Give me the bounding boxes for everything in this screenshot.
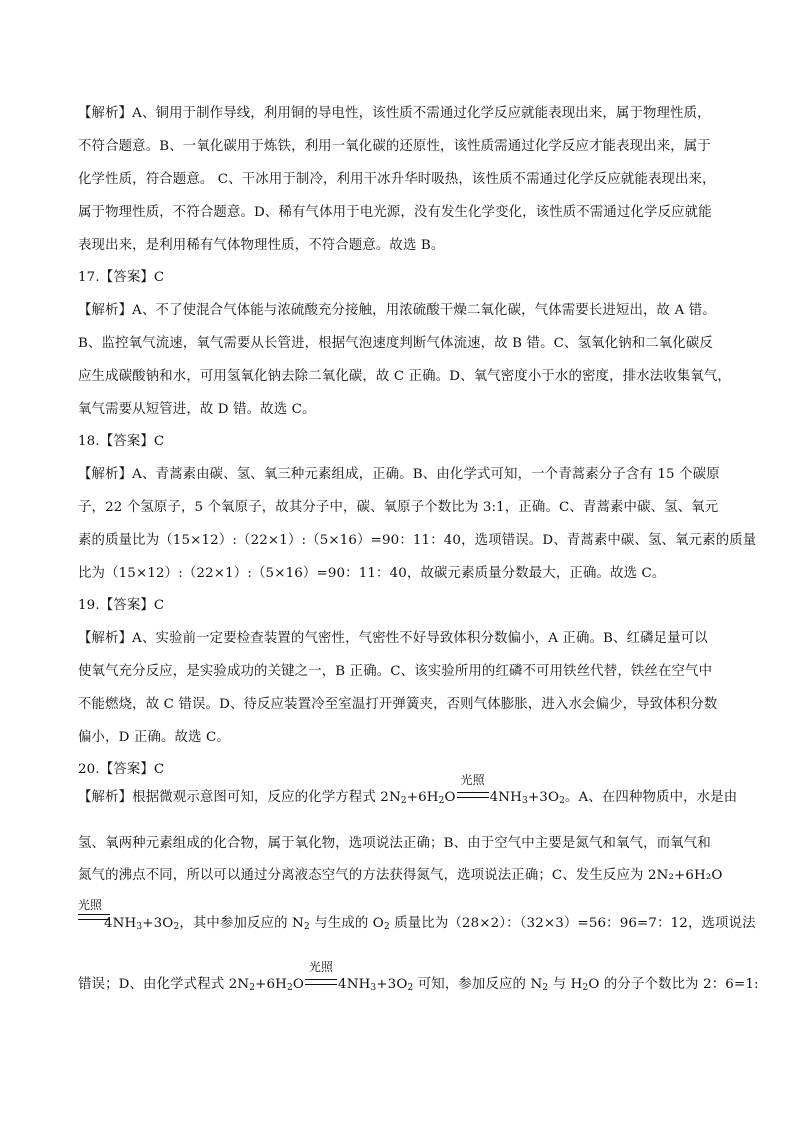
- text-span: 错误；D、由化学式程式 2N: [78, 977, 250, 992]
- text-line: 【解析】A、实验前一定要检查装置的气密性，气密性不好导致体积分数偏小，A 正确。B、红磷足量可以: [78, 631, 708, 646]
- text-line: 氮气的沸点不同，所以可以通过分离液态空气的方法获得氮气，选项说法正确；C、发生反应为 2N₂+6H₂O: [78, 868, 723, 883]
- reaction-condition: [304, 960, 338, 995]
- condition-label: 光照: [78, 898, 103, 912]
- text-line: 氧气需要从短管进，故 D 错。故选 C。: [78, 402, 316, 417]
- text-line: 偏小，D 正确。故选 C。: [78, 730, 230, 745]
- equals-bar: [305, 979, 337, 985]
- text-span: +3O: [527, 790, 560, 805]
- text-span: O 的分子个数比为 2：6=1:: [588, 977, 759, 992]
- text-span: 质量比为（28×2）：（32×3）=56：96=7：12，选项说法: [389, 916, 756, 931]
- text-line: 子，22 个氢原子，5 个氧原子，故其分子中，碳、氧原子个数比为 3:1，正确。C、青蒿素中碳、氢、氧元: [78, 500, 719, 515]
- subscript: 3: [522, 796, 528, 806]
- equation-line: [78, 773, 738, 808]
- subscript: 2: [287, 983, 293, 993]
- text-span: O: [444, 790, 456, 805]
- text-span: 【解析】根据微观示意图可知，反应的化学方程式 2N: [78, 790, 401, 805]
- text-line: B、监控氧气流速，氧气需要从长管进，根据气泡速度判断气体流速，故 B 错。C、氢氧化钠和二氧化碳反: [78, 336, 713, 351]
- subscript: 2: [407, 983, 414, 993]
- subscript: 2: [559, 796, 565, 806]
- subscript: 2: [400, 796, 407, 806]
- subscript: 2: [173, 922, 180, 932]
- text-span: 与 H: [548, 977, 583, 992]
- text-line: 表现出来，是利用稀有气体物理性质，不符合题意。故选 B。: [78, 238, 445, 253]
- subscript: 3: [136, 922, 143, 932]
- subscript: 2: [438, 796, 445, 806]
- subscript: 2: [303, 922, 310, 932]
- text-line: 氢、氧两种元素组成的化合物，属于氧化物，选项说法正确；B、由于空气中主要是氮气和氧气，而氧气和: [78, 836, 711, 851]
- text-span: 4NH: [104, 916, 137, 931]
- text-span: +6H: [406, 790, 439, 805]
- text-line: 比为（15×12）:（22×1）:（5×16）=90：11：40，故碳元素质量分数最大，正确。故选 C。: [78, 566, 666, 581]
- text-line: 素的质量比为（15×12）:（22×1）:（5×16）=90：11：40，选项错误。D、青蒿素中碳、氢、氧元素的质量: [78, 533, 757, 548]
- text-span: 可知，参加反应的 N: [413, 977, 543, 992]
- text-line: 【解析】A、不了使混合气体能与浓硫酸充分接触，用浓硫酸干燥二氧化碳，气体需要长进短出，故 A 错。: [78, 303, 716, 318]
- subscript: 2: [383, 922, 390, 932]
- text-line: 应生成碳酸钠和水，可用氢氧化钠去除二氧化碳，故 C 正确。D、氧气密度小于水的密度，排水法收集氧气，: [78, 369, 731, 384]
- condition-label: 光照: [460, 773, 485, 787]
- reaction-condition: [456, 773, 490, 808]
- equation-line: [78, 960, 759, 995]
- text-line: 【解析】A、青蒿素由碳、氢、氧三种元素组成，正确。B、由化学式可知，一个青蒿素分子含有 15 个碳原: [78, 467, 720, 482]
- answer-17: 17.【答案】C: [78, 270, 165, 285]
- subscript: 2: [582, 983, 589, 993]
- equation-line: [104, 914, 756, 934]
- text-span: +6H: [255, 977, 287, 992]
- text-span: ，其中参加反应的 N: [179, 916, 304, 931]
- answer-19: 19.【答案】C: [78, 598, 165, 613]
- answer-18: 18.【答案】C: [78, 434, 165, 449]
- text-span: +3O: [142, 916, 174, 931]
- text-line: 属于物理性质，不符合题意。D、稀有气体用于电光源，没有发生化学变化，该性质不需通过化学反应就能: [78, 205, 712, 220]
- text-span: 4NH: [489, 790, 523, 805]
- text-span: 与生成的 O: [309, 916, 384, 931]
- equals-bar: [457, 792, 489, 798]
- subscript: 3: [370, 983, 377, 993]
- text-line: 化学性质，符合题意。 C、干冰用于制冷，利用干冰升华时吸热，该性质不需通过化学反应就能表现出来，: [78, 172, 716, 187]
- subscript: 2: [249, 983, 256, 993]
- text-line: 【解析】A、铜用于制作导线，利用铜的导电性，该性质不需通过化学反应就能表现出来，属于物理性质，: [78, 106, 711, 121]
- text-line: 使氧气充分反应，是实验成功的关键之一，B 正确。C、该实验所用的红磷不可用铁丝代替，铁丝在空气中: [78, 664, 713, 679]
- text-span: O: [292, 977, 305, 992]
- subscript: 2: [542, 983, 549, 993]
- answer-20: 20.【答案】C: [78, 762, 165, 777]
- text-span: 4NH: [338, 977, 371, 992]
- text-line: 不符合题意。B、一氧化碳用于炼铁，利用一氧化碳的还原性，该性质需通过化学反应才能表现出来，属于: [78, 139, 711, 154]
- text-line: 不能燃烧，故 C 错误。D、待反应装置冷至室温打开弹簧夹，否则气体膨胀，进入水会偏少，导致体积分数: [78, 697, 718, 712]
- condition-label: 光照: [308, 960, 334, 974]
- text-span: 。A、在四种物质中，水是由: [564, 790, 738, 805]
- text-span: +3O: [376, 977, 408, 992]
